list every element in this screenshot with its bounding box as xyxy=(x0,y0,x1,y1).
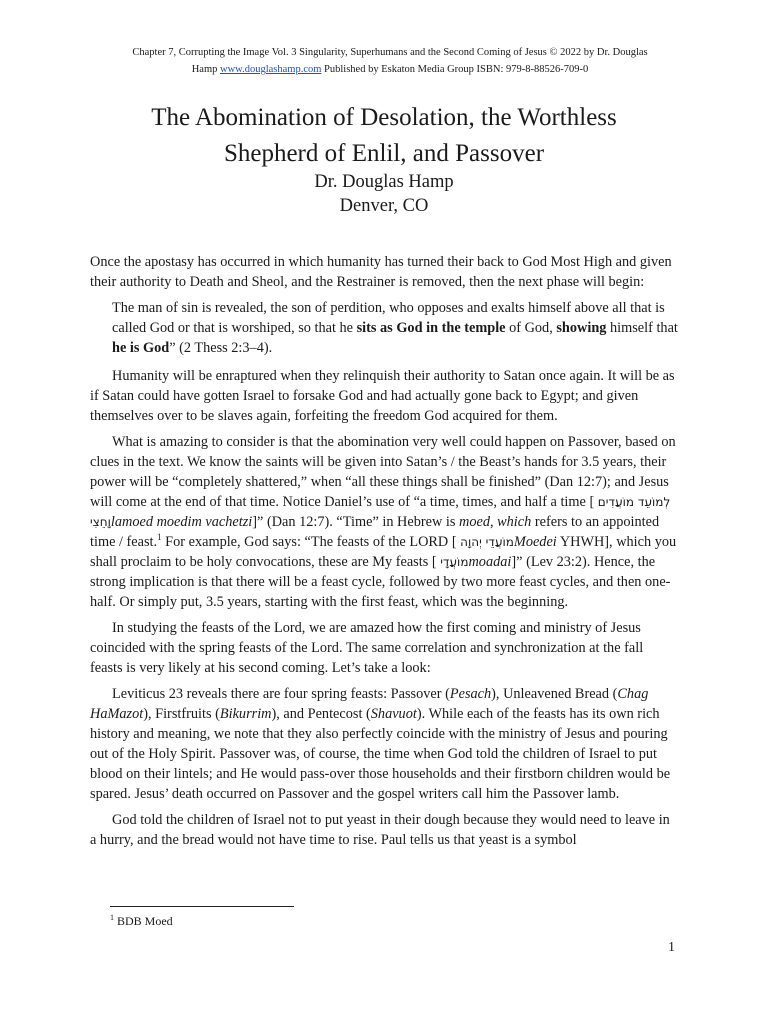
block-quote xyxy=(112,298,678,358)
p3-text-e: YHWH], which you shall proclaim to be holy convocations, these are My feasts [ xyxy=(90,534,677,570)
transliteration-1: lamoed moedim vachetzi xyxy=(110,514,253,530)
p3-text-f: ]” (Lev 23:2). Hence, the strong implication is that there will be a feast cycle, followed by two more feast cycles, and then one-half. Or simply put, 3.5 years, starting with the first feast, which was the beginning. xyxy=(90,554,671,610)
document-title xyxy=(80,100,688,172)
running-header xyxy=(110,44,670,78)
paragraph-4: In studying the feasts of the Lord, we are amazed how the first coming and ministry of Jesus coincided with the spring feasts of the Lord. The same correlation and synchronization at the fall feasts is very likely at his second coming. Let’s take a look: xyxy=(90,620,644,676)
hebrew-text-1: לְמוֹעֵד מוֹעֲדִים וָחֵצִי xyxy=(90,495,671,529)
p5-text-c: ), Firstfruits ( xyxy=(143,706,220,722)
header-line-1: Chapter 7, Corrupting the Image Vol. 3 Singularity, Superhumans and the Second Coming of Jesus © 2022 by Dr. Douglas xyxy=(132,47,648,58)
term-pesach: Pesach xyxy=(449,686,492,702)
p3-text-a: What is amazing to consider is that the abomination very well could happen on Passover, based on clues in the text. We know the saints will be given into Satan’s / the Beast’s hands for 3.5 years, their power will be “completely shattered,” when “all these things shall be finished” (Dan 12:7); and Jesus will come at the end of that time. Notice Daniel’s use of “a time, times, and half a time [ xyxy=(90,434,676,510)
header-publisher: Published by Eskaton Media Group ISBN: 979-8-88526-709-0 xyxy=(321,64,589,75)
p5-text-a: Leviticus 23 reveals there are four spring feasts: Passover ( xyxy=(112,686,450,702)
title-line-2: Shepherd of Enlil, and Passover xyxy=(223,140,545,167)
quote-text-3: himself that xyxy=(606,320,678,336)
paragraph-2: Humanity will be enraptured when they relinquish their authority to Satan once again. It will be as if Satan could have gotten Israel to forsake God and had actually gone back to Egypt; and given themselves over to be slaves again, forfeiting the freedom God acquired for them. xyxy=(90,368,675,424)
term-shavuot: Shavuot xyxy=(370,706,417,722)
quote-bold-3: he is God xyxy=(112,340,170,356)
p5-text-d: ), and Pentecost ( xyxy=(271,706,371,722)
footnote-divider xyxy=(110,906,294,907)
term-chag-hamazot: Chag HaMazot xyxy=(90,686,649,722)
header-author-name: Hamp xyxy=(191,64,221,75)
website-link[interactable]: www.douglashamp.com xyxy=(220,64,322,75)
author-name: Dr. Douglas Hamp xyxy=(314,172,454,192)
quote-text-2: of God, xyxy=(505,320,557,336)
paragraph-6: God told the children of Israel not to put yeast in their dough because they would need to leave in a hurry, and the bread would not have time to rise. Paul tells us that yeast is a symbol xyxy=(90,812,670,848)
term-bikurrim: Bikurrim xyxy=(219,706,272,722)
p5-text-e: ). While each of the feasts has its own rich history and meaning, we note that they also perfectly coincide with the ministry of Jesus and pouring out of the Holy Spirit. Passover was, of course, the time when God told the children of Israel to put blood on their lintels; and He would pass-over those households and their firstborn children would be spared. Jesus’ death occurred on Passover and the gospel writers call him the Passover lamb. xyxy=(90,706,671,802)
term-moed: moed, which xyxy=(459,514,532,530)
quote-bold-1: sits as God in the temple xyxy=(356,320,506,336)
body-text xyxy=(90,252,678,856)
quote-text: The man of sin is revealed, the son of perdition, who opposes and exalts himself above all that is called God or that is worshiped, so that he xyxy=(112,300,665,336)
p3-text-c: refers to an appointed time / feast. xyxy=(90,514,660,550)
title-line-1: The Abomination of Desolation, the Worthless xyxy=(151,104,617,131)
footnote-number: 1 xyxy=(110,913,114,922)
author-location: Denver, CO xyxy=(339,196,429,216)
quote-bold-2: showing xyxy=(556,320,607,336)
transliteration-3: moadai xyxy=(468,554,512,570)
p5-text-b: ), Unleavened Bread ( xyxy=(491,686,618,702)
header-line-2 xyxy=(110,61,670,78)
p3-text-b: ]” (Dan 12:7). “Time” in Hebrew is xyxy=(252,514,459,530)
hebrew-text-2: מוֹעֲדֵי יְהוָה xyxy=(460,535,514,549)
transliteration-2: Moedei xyxy=(513,534,557,550)
quote-citation: ” (2 Thess 2:3–4). xyxy=(169,340,273,356)
paragraph-3 xyxy=(90,432,678,612)
paragraph-1: Once the apostasy has occurred in which humanity has turned their back to God Most High and given their authority to Death and Sheol, and the Restrainer is removed, then the next phase will begin: xyxy=(90,254,672,290)
footnote-text: BDB Moed xyxy=(114,914,173,928)
hebrew-text-3: מוֹעֲדָי xyxy=(440,555,469,569)
paragraph-5 xyxy=(90,684,678,804)
footnote-ref[interactable]: 1 xyxy=(157,532,162,543)
page-number: 1 xyxy=(668,940,675,955)
p3-text-d: For example, God says: “The feasts of the LORD [ xyxy=(161,534,461,550)
footnote xyxy=(110,914,173,929)
